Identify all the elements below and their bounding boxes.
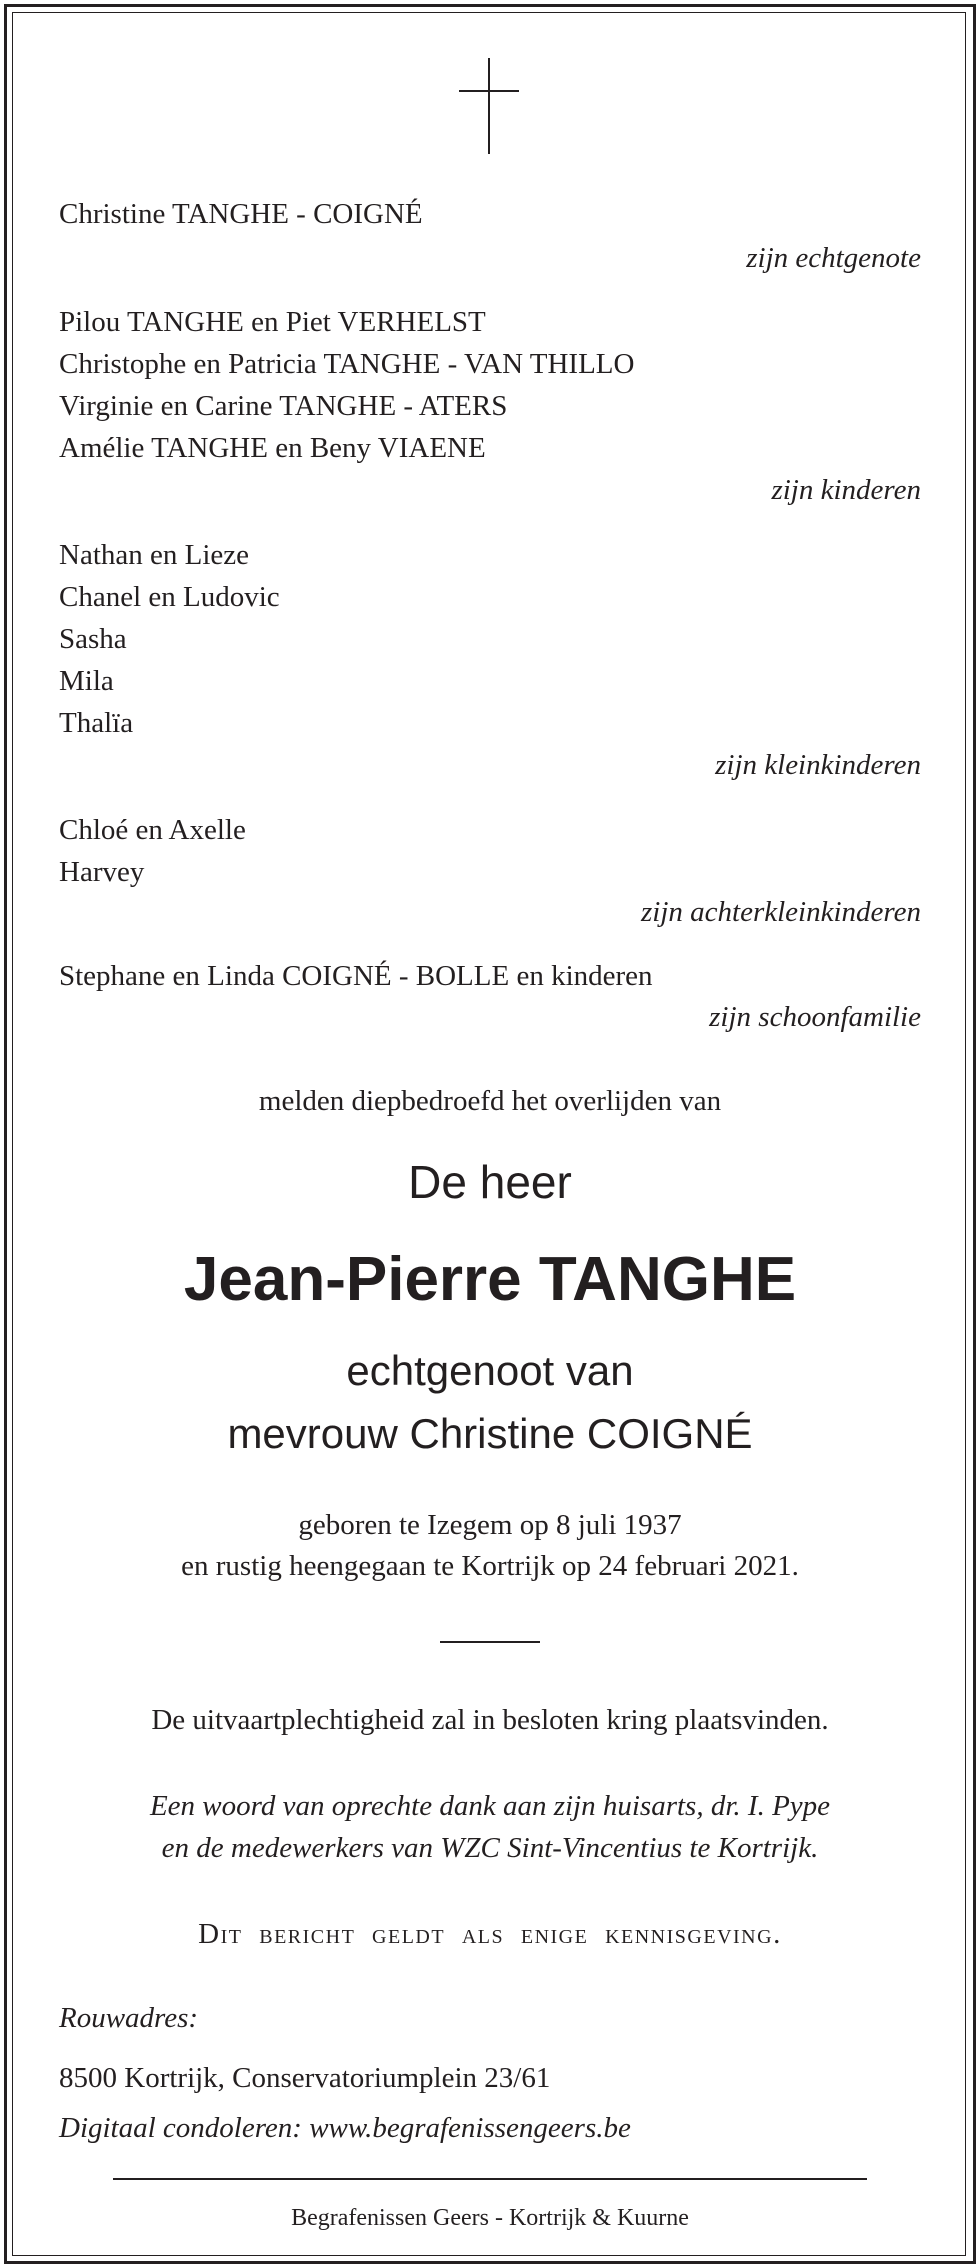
cross-icon xyxy=(459,58,519,154)
condolences-text: Digitaal condoleren: www.begrafenissengeers.be xyxy=(59,2112,631,2144)
thanks-line-2: en de medewerkers van WZC Sint-Vincentius te Kortrijk. xyxy=(161,1832,819,1864)
birth-line: geboren te Izegem op 8 juli 1937 xyxy=(298,1509,682,1541)
undertaker-footer: Begrafenissen Geers - Kortrijk & Kuurne xyxy=(291,2205,689,2231)
child-name-3: Virginie en Carine TANGHE - ATERS xyxy=(59,390,508,422)
grandchild-name-3: Sasha xyxy=(59,623,127,655)
thanks-line-1: Een woord van oprechte dank aan zijn huisarts, dr. I. Pype xyxy=(149,1790,831,1822)
honorific: De heer xyxy=(408,1156,572,1208)
address-text: 8500 Kortrijk, Conservatoriumplein 23/61 xyxy=(59,2062,551,2094)
child-name-2: Christophe en Patricia TANGHE - VAN THILLO xyxy=(59,348,635,380)
grandchild-name-1: Nathan en Lieze xyxy=(59,539,250,571)
spouse-line-1: echtgenoot van xyxy=(346,1347,634,1394)
deceased-name: Jean-Pierre TANGHE xyxy=(183,1245,797,1314)
child-name-4: Amélie TANGHE en Beny VIAENE xyxy=(59,432,486,464)
announcement-intro: melden diepbedroefd het overlijden van xyxy=(258,1085,722,1117)
grandchild-name-5: Thalïa xyxy=(59,707,134,739)
spouse-line-2: mevrouw Christine COIGNÉ xyxy=(227,1410,753,1457)
great-grandchild-name-2: Harvey xyxy=(59,856,145,888)
in-laws-name: Stephane en Linda COIGNÉ - BOLLE en kinderen xyxy=(59,960,653,992)
notice-text: Dit bericht geldt als enige kennisgeving. xyxy=(198,1918,782,1950)
ceremony-text: De uitvaartplechtigheid zal in besloten kring plaatsvinden. xyxy=(151,1704,829,1736)
children-role: zijn kinderen xyxy=(771,474,921,506)
in-laws-role: zijn schoonfamilie xyxy=(709,1001,921,1033)
death-line: en rustig heengegaan te Kortrijk op 24 februari 2021. xyxy=(181,1550,799,1582)
grandchild-name-2: Chanel en Ludovic xyxy=(59,581,280,613)
footer-divider xyxy=(113,2178,867,2180)
grandchild-name-4: Mila xyxy=(59,665,114,697)
address-label: Rouwadres: xyxy=(59,2002,199,2034)
great-grandchild-name-1: Chloé en Axelle xyxy=(59,814,246,846)
child-name-1: Pilou TANGHE en Piet VERHELST xyxy=(59,306,486,338)
spouse-name: Christine TANGHE - COIGNÉ xyxy=(59,198,423,230)
spouse-role: zijn echtgenote xyxy=(746,242,921,274)
grandchildren-role: zijn kleinkinderen xyxy=(715,749,921,781)
great-grandchildren-role: zijn achterkleinkinderen xyxy=(641,896,921,928)
short-divider xyxy=(440,1641,540,1643)
